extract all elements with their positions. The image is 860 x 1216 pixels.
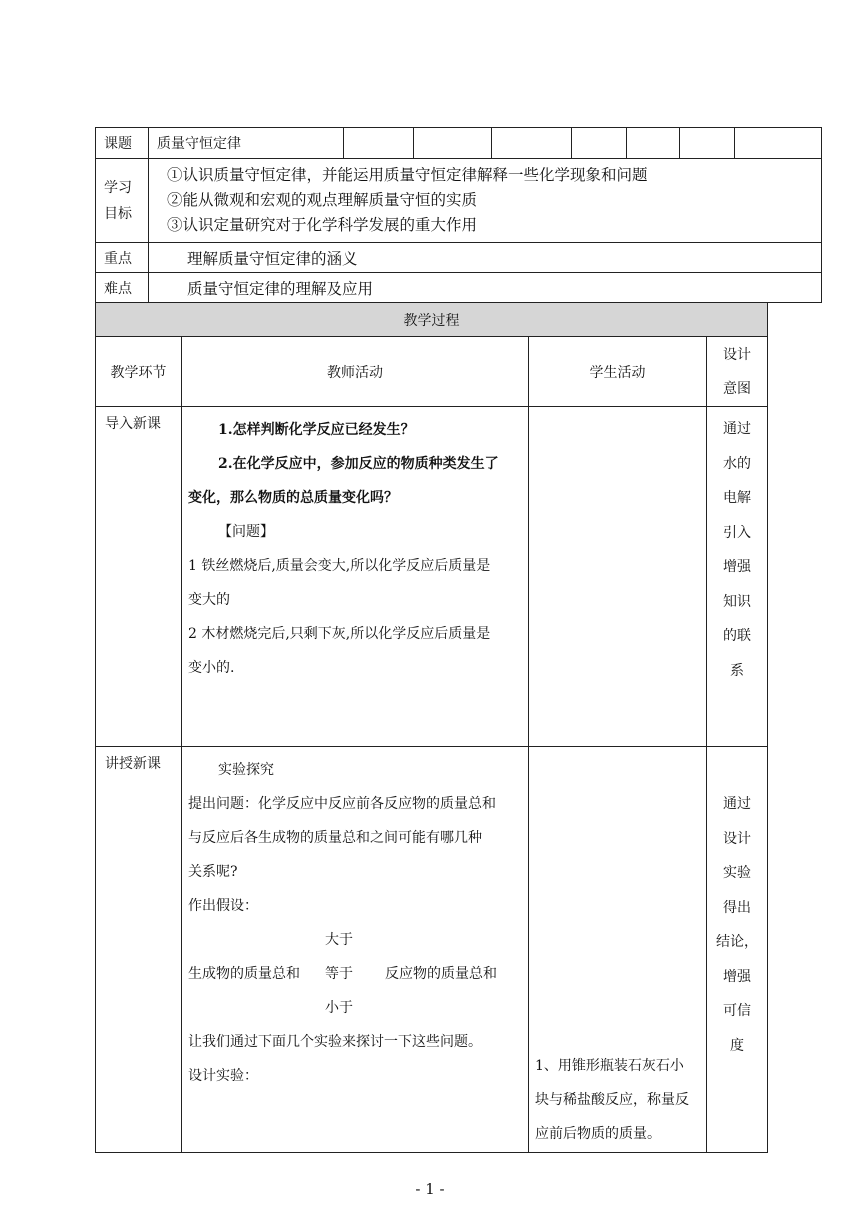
ask-line-a: 提出问题：化学反应中反应前各反应物的质量总和: [188, 796, 496, 812]
key-value: 理解质量守恒定律的涵义: [149, 243, 822, 273]
objective-item: ②能从微观和宏观的观点理解质量守恒的实质: [167, 191, 478, 209]
difficult-value: 质量守恒定律的理解及应用: [149, 273, 822, 303]
teacher-intro: [182, 407, 529, 747]
hyp-equal: 等于: [325, 966, 353, 982]
hypothesis-block: [188, 923, 522, 1025]
problem-1b: 变大的: [188, 592, 230, 608]
hyp-reactants: 反应物的质量总和: [385, 966, 497, 982]
col-intent: 设计 意图: [707, 337, 768, 407]
page-number: - 1 -: [415, 1180, 445, 1198]
hypothesis-label: 作出假设：: [188, 898, 258, 914]
question-1: 1.怎样判断化学反应已经发生？: [218, 422, 415, 438]
question-2b: 变化，那么物质的总质量变化吗？: [188, 490, 398, 506]
intent-intro: 通过 水的 电解 引入 增强 知识 的联 系: [707, 407, 768, 747]
student-intro: [529, 407, 707, 747]
empty-cell: [572, 128, 627, 159]
col-teacher: 教师活动: [182, 337, 529, 407]
topic-value: 质量守恒定律: [149, 128, 344, 159]
empty-cell: [680, 128, 735, 159]
student-line-b: 块与稀盐酸反应，称量反: [535, 1092, 689, 1108]
empty-cell: [344, 128, 414, 159]
ask-line-c: 关系呢?: [188, 864, 238, 880]
key-label: 重点: [96, 243, 149, 273]
stage-intro: 导入新课: [96, 407, 182, 747]
problem-heading: 【问题】: [218, 524, 274, 540]
col-student: 学生活动: [529, 337, 707, 407]
student-line-a: 1、用锥形瓶装石灰石小: [535, 1058, 684, 1074]
difficult-label: 难点: [96, 273, 149, 303]
hyp-greater: 大于: [325, 932, 353, 948]
hyp-products: 生成物的质量总和: [188, 966, 300, 982]
topic-label: 课题: [96, 128, 149, 159]
objectives-list: [149, 159, 822, 243]
problem-2b: 变小的.: [188, 660, 235, 676]
intent-new: 通过 设计 实验 得出 结论， 增强 可信 度: [707, 747, 768, 1153]
stage-new: 讲授新课: [96, 747, 182, 1153]
teaching-process-table: [95, 302, 768, 1153]
objectives-label: 学习 目标: [96, 159, 149, 243]
design-label: 设计实验：: [188, 1068, 258, 1084]
explore-heading: 实验探究: [218, 762, 274, 778]
empty-cell: [627, 128, 680, 159]
problem-1a: 1 铁丝燃烧后,质量会变大,所以化学反应后质量是: [188, 558, 491, 574]
objective-item: ③认识定量研究对于化学科学发展的重大作用: [167, 216, 478, 234]
hyp-less: 小于: [325, 1000, 353, 1016]
lesson-header-table: [95, 127, 822, 303]
question-2a: 2.在化学反应中，参加反应的物质种类发生了: [218, 456, 499, 472]
student-line-c: 应前后物质的质量。: [535, 1126, 661, 1142]
teacher-new: [182, 747, 529, 1153]
explore-line: 让我们通过下面几个实验来探讨一下这些问题。: [188, 1034, 482, 1050]
process-title: 教学过程: [96, 303, 768, 337]
empty-cell: [414, 128, 492, 159]
empty-cell: [735, 128, 822, 159]
problem-2a: 2 木材燃烧完后,只剩下灰,所以化学反应后质量是: [188, 626, 491, 642]
student-new: [529, 747, 707, 1153]
col-stage: 教学环节: [96, 337, 182, 407]
objective-item: ①认识质量守恒定律，并能运用质量守恒定律解释一些化学现象和问题: [167, 166, 648, 184]
ask-line-b: 与反应后各生成物的质量总和之间可能有哪几种: [188, 830, 482, 846]
empty-cell: [492, 128, 572, 159]
